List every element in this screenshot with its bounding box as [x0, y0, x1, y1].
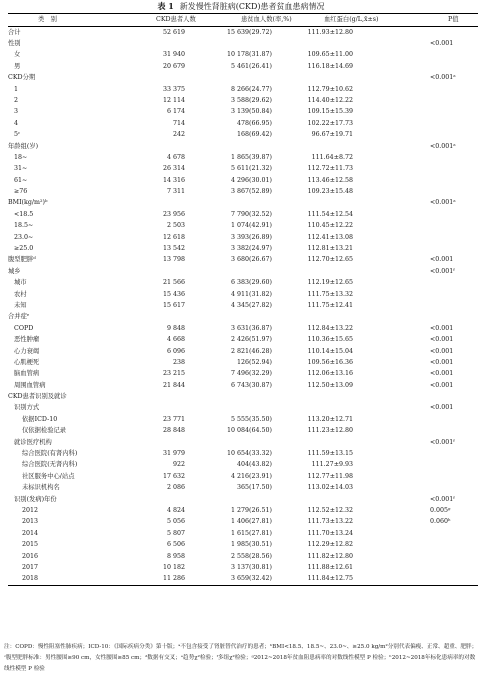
cell-anemia: 1 985(30.51) [231, 541, 272, 549]
cell-category: COPD [14, 324, 34, 332]
cell-category: 脑血管病 [14, 370, 40, 378]
cell-patients: 6 174 [166, 108, 185, 116]
cell-hemoglobin: 111.27±9.93 [311, 461, 353, 469]
cell-patients: 31 979 [162, 450, 185, 458]
cell-category: CKD分期 [8, 74, 36, 82]
cell-anemia: 3 137(30.81) [231, 563, 272, 571]
cell-p-value: <0.001 [430, 336, 454, 344]
cell-category: 2013 [22, 518, 39, 526]
cell-patients: 714 [172, 119, 185, 127]
cell-hemoglobin: 114.40±12.22 [307, 96, 353, 104]
table-body [8, 27, 478, 585]
table-row [8, 175, 478, 186]
cell-category: 男 [14, 62, 21, 70]
table-row [8, 346, 478, 357]
cell-anemia: 3 680(26.67) [231, 256, 272, 264]
cell-hemoglobin: 110.45±12.22 [307, 222, 353, 230]
cell-hemoglobin: 112.70±12.65 [307, 256, 353, 264]
cell-hemoglobin: 112.19±12.65 [307, 279, 353, 287]
cell-patients: 2 503 [166, 222, 185, 230]
cell-hemoglobin: 113.46±12.58 [307, 176, 353, 184]
cell-p-value: <0.001 [430, 324, 454, 332]
cell-patients: 7 311 [166, 188, 185, 196]
table-row [8, 129, 478, 140]
cell-category: 女 [14, 51, 21, 59]
cell-p-value: <0.001 [430, 347, 454, 355]
cell-hemoglobin: 110.14±15.04 [307, 347, 353, 355]
cell-patients: 13 542 [162, 245, 185, 253]
table-row [8, 186, 478, 197]
cell-patients: 13 798 [162, 256, 185, 264]
cell-patients: 20 679 [162, 62, 185, 70]
cell-patients: 15 436 [162, 290, 185, 298]
cell-category: 综合医院(无肾内科) [22, 461, 78, 469]
cell-anemia: 6 383(29.60) [231, 279, 272, 287]
cell-category: 2014 [22, 529, 39, 537]
cell-anemia: 1 279(26.51) [231, 507, 272, 514]
cell-category: 心力衰竭 [14, 347, 40, 355]
cell-category: BMI(kg/m²)ᵇ [8, 199, 48, 207]
cell-patients: 12 114 [162, 96, 185, 104]
cell-patients: 33 375 [162, 85, 185, 93]
table-footnote: 注：COPD：慢性阻塞性肺疾病；ICD-10：《国际疾病分类》第十版；ᵃ不包含接受了肾脏替代治疗的患者；ᵇBMI<18.5、18.5~、23.0~、≥25.0 kg/m²分别代表偏瘦、正常、超重、肥胖；ᶜ腹型肥胖标准：男性腰围≥90 cm，女性腰围≥85 cm；ᵈ数据有交叉；ᵉ趋势χ²检验；ᶠ多组χ²检验；ᵍ2012~2018年贫血阻患病率的对数线性模型 P 检验；ʰ2012~2018年标化患病率的对数线性模型 P 检验 [4, 644, 478, 672]
cell-anemia: 126(52.94) [237, 358, 272, 366]
cell-anemia: 3 588(29.62) [231, 96, 272, 104]
cell-anemia: 15 639(29.72) [227, 28, 272, 36]
cell-category: 城市 [14, 279, 27, 287]
table-row [8, 72, 478, 83]
cell-patients: 23 771 [162, 415, 185, 423]
cell-category: 3 [14, 108, 19, 116]
table-row [8, 266, 478, 277]
cell-category: 识别(发病)年份 [14, 495, 57, 503]
table-row [8, 106, 478, 117]
cell-patients: 23 956 [162, 210, 185, 218]
table-row [8, 254, 478, 265]
cell-category: 18.5~ [14, 222, 34, 230]
cell-p-value: <0.001 [430, 370, 454, 378]
table-row [8, 38, 478, 49]
table-row [8, 437, 478, 448]
cell-patients: 5 807 [166, 529, 185, 537]
table-row [8, 277, 478, 288]
cell-hemoglobin: 111.93±12.80 [307, 28, 353, 36]
cell-hemoglobin: 111.70±13.24 [307, 529, 353, 537]
cell-anemia: 10 178(31.87) [227, 51, 272, 59]
cell-hemoglobin: 112.41±13.08 [307, 233, 353, 241]
cell-hemoglobin: 102.22±17.73 [307, 119, 353, 127]
table-row [8, 209, 478, 220]
table-title: 新发慢性肾脏病(CKD)患者贫血患病情况 [179, 2, 325, 11]
cell-anemia: 4 911(31.82) [231, 290, 272, 298]
cell-patients: 242 [172, 131, 185, 139]
cell-patients: 31 940 [162, 51, 185, 59]
table-row [8, 380, 478, 391]
table-row [8, 573, 478, 584]
header-patients: CKD患者人数 [156, 16, 196, 23]
cell-anemia: 8 266(24.77) [231, 85, 272, 93]
cell-p-value: 0.060ʰ [430, 518, 451, 526]
cell-anemia: 10 654(33.32) [227, 450, 272, 458]
cell-anemia: 5 611(21.32) [231, 165, 272, 173]
bottom-rule [8, 585, 478, 586]
cell-patients: 14 316 [162, 176, 185, 184]
cell-category: 农村 [14, 290, 27, 298]
cell-anemia: 10 084(64.50) [227, 427, 272, 435]
cell-category: 2016 [22, 552, 39, 560]
table-row [8, 49, 478, 60]
table-row [8, 425, 478, 436]
cell-anemia: 2 821(46.28) [231, 347, 272, 355]
cell-category: 2017 [22, 563, 39, 571]
cell-hemoglobin: 112.81±13.21 [307, 245, 353, 253]
cell-category: ≥76 [14, 188, 28, 196]
cell-hemoglobin: 112.50±13.09 [307, 381, 353, 389]
cell-patients: 23 215 [162, 370, 185, 378]
cell-patients: 28 848 [162, 427, 185, 435]
cell-hemoglobin: 111.59±13.15 [307, 450, 353, 458]
cell-hemoglobin: 111.23±12.80 [307, 427, 353, 435]
table-row [8, 152, 478, 163]
cell-anemia: 4 345(27.82) [231, 301, 272, 309]
cell-category: 心肌梗死 [14, 358, 40, 366]
cell-p-value: <0.001ᵃ [430, 199, 456, 207]
table-row [8, 539, 478, 550]
table-row [8, 95, 478, 106]
cell-p-value: <0.001ᵃ [430, 142, 456, 150]
cell-hemoglobin: 111.88±12.61 [307, 563, 353, 571]
cell-category: 61~ [14, 176, 28, 184]
cell-patients: 11 286 [162, 575, 185, 583]
cell-patients: 2 086 [166, 484, 185, 492]
cell-hemoglobin: 112.29±12.82 [307, 541, 353, 549]
cell-category: 2015 [22, 541, 39, 549]
table-row [8, 243, 478, 254]
cell-anemia: 404(43.82) [237, 461, 272, 469]
cell-hemoglobin: 111.54±12.54 [307, 210, 353, 218]
cell-patients: 4 678 [166, 153, 185, 161]
cell-category: 就诊医疗机构 [14, 438, 52, 446]
cell-category: 识别方式 [14, 404, 40, 412]
cell-category: 性别 [8, 39, 21, 47]
cell-p-value: <0.001ᵃ [430, 74, 456, 82]
cell-category: 恶性肿瘤 [14, 336, 40, 344]
cell-anemia: 5 555(35.50) [231, 415, 272, 423]
cell-category: 腹型肥胖ᵈ [8, 256, 36, 264]
cell-category: 未知 [14, 301, 27, 309]
table-row [8, 528, 478, 539]
cell-patients: 238 [172, 358, 185, 366]
data-table [8, 13, 478, 586]
table-row [8, 197, 478, 208]
table-row [8, 323, 478, 334]
cell-hemoglobin: 113.20±12.71 [307, 415, 353, 423]
cell-anemia: 2 558(28.56) [231, 552, 272, 560]
cell-category: 4 [14, 119, 19, 127]
cell-anemia: 3 631(36.87) [231, 324, 272, 332]
cell-anemia: 7 790(32.52) [231, 210, 272, 218]
cell-category: CKD患者识别及就诊 [8, 393, 67, 401]
table-row [8, 471, 478, 482]
table-row [8, 505, 478, 516]
table-row [8, 311, 478, 322]
cell-patients: 10 182 [162, 563, 185, 571]
cell-hemoglobin: 109.56±16.36 [307, 358, 353, 366]
cell-p-value: <0.001 [430, 256, 454, 264]
table-row [8, 448, 478, 459]
cell-patients: 21 566 [162, 279, 185, 287]
table-row [8, 84, 478, 95]
cell-hemoglobin: 96.67±19.71 [311, 131, 353, 139]
cell-anemia: 478(66.95) [237, 119, 272, 127]
cell-category: 31~ [14, 165, 28, 173]
cell-category: 未标识机构名 [22, 484, 60, 492]
cell-category: 综合医院(有肾内科) [22, 450, 78, 458]
cell-hemoglobin: 112.84±13.22 [307, 324, 353, 332]
header-hemoglobin: 血红蛋白(g/L,x̄±s) [324, 16, 379, 23]
cell-anemia: 1 865(39.87) [231, 153, 272, 161]
table-row [8, 334, 478, 345]
cell-patients: 4 824 [166, 507, 185, 514]
cell-anemia: 365(17.50) [237, 484, 272, 492]
cell-category: 合计 [8, 28, 21, 36]
cell-category: 社区服务中心/站点 [22, 472, 75, 480]
header-p-value: P值 [448, 16, 459, 23]
cell-p-value: <0.001 [430, 404, 454, 412]
header-anemia: 患贫血人数(率,%) [241, 16, 292, 23]
header-category: 类 别 [38, 16, 57, 23]
cell-hemoglobin: 113.02±14.03 [307, 484, 353, 492]
cell-category: 2018 [22, 575, 39, 583]
cell-patients: 922 [172, 461, 185, 469]
cell-patients: 8 958 [166, 552, 185, 560]
cell-anemia: 5 461(26.41) [231, 62, 272, 70]
cell-patients: 21 844 [162, 381, 185, 389]
cell-patients: 6 096 [166, 347, 185, 355]
cell-hemoglobin: 109.65±11.00 [307, 51, 353, 59]
cell-patients: 4 668 [166, 336, 185, 344]
cell-p-value: <0.001 [430, 381, 454, 389]
cell-hemoglobin: 111.75±13.32 [307, 290, 353, 298]
table-row [8, 482, 478, 493]
cell-anemia: 1 615(27.81) [231, 529, 272, 537]
cell-anemia: 3 382(24.97) [231, 245, 272, 253]
cell-hemoglobin: 112.52±12.32 [307, 507, 353, 514]
cell-anemia: 6 743(30.87) [231, 381, 272, 389]
cell-patients: 26 314 [162, 165, 185, 173]
table-row [8, 459, 478, 470]
cell-category: 周围血管病 [14, 381, 46, 389]
cell-patients: 12 618 [162, 233, 185, 241]
cell-category: 1 [14, 85, 19, 93]
cell-category: 18~ [14, 153, 28, 161]
cell-hemoglobin: 116.18±14.69 [307, 62, 353, 70]
table-row [8, 141, 478, 152]
cell-patients: 17 632 [162, 472, 185, 480]
cell-category: 年龄组(岁) [8, 142, 39, 150]
table-row [8, 118, 478, 129]
cell-hemoglobin: 109.23±15.48 [307, 188, 353, 196]
cell-patients: 15 617 [162, 301, 185, 309]
table-row [8, 551, 478, 562]
cell-anemia: 4 296(30.01) [231, 176, 272, 184]
cell-hemoglobin: 111.64±8.72 [311, 153, 353, 161]
cell-hemoglobin: 112.72±11.73 [307, 165, 353, 173]
cell-patients: 52 619 [162, 28, 185, 36]
cell-hemoglobin: 112.06±13.16 [307, 370, 353, 378]
cell-p-value: <0.001 [430, 358, 454, 366]
cell-anemia: 3 659(32.42) [231, 575, 272, 583]
table-row [8, 300, 478, 311]
cell-hemoglobin: 109.15±15.39 [307, 108, 353, 116]
table-row [8, 516, 478, 527]
cell-category: 23.0~ [14, 233, 34, 241]
table-caption [0, 1, 482, 12]
table-row [8, 357, 478, 368]
table-row [8, 61, 478, 72]
cell-hemoglobin: 112.79±10.62 [307, 85, 353, 93]
cell-patients: 9 848 [166, 324, 185, 332]
cell-category: 仅依据检验记录 [22, 427, 67, 435]
table-row [8, 163, 478, 174]
table-header [8, 14, 478, 26]
cell-category: ≥25.0 [14, 245, 34, 253]
table-row [8, 494, 478, 505]
table-row [8, 414, 478, 425]
cell-p-value: <0.001ᶠ [430, 438, 455, 446]
cell-p-value: <0.001ᶠ [430, 495, 455, 503]
cell-anemia: 1 406(27.81) [231, 518, 272, 526]
cell-patients: 5 056 [166, 518, 185, 526]
cell-category: <18.5 [14, 210, 34, 218]
cell-category: 城乡 [8, 267, 21, 275]
cell-hemoglobin: 111.84±12.75 [307, 575, 353, 583]
cell-category: 合并症ᵉ [8, 313, 30, 321]
table-row [8, 289, 478, 300]
table-row [8, 368, 478, 379]
table-row [8, 391, 478, 402]
cell-hemoglobin: 112.77±11.98 [307, 472, 353, 480]
cell-anemia: 3 393(26.89) [231, 233, 272, 241]
cell-hemoglobin: 111.75±12.41 [307, 301, 353, 309]
table-number: 表 1 [157, 1, 174, 11]
table-row [8, 402, 478, 413]
cell-hemoglobin: 110.36±15.65 [307, 336, 353, 344]
cell-anemia: 2 426(51.97) [231, 336, 272, 344]
cell-category: 5ᶜ [14, 131, 21, 139]
cell-patients: 6 506 [166, 541, 185, 549]
cell-anemia: 4 216(23.91) [231, 472, 272, 480]
table-row [8, 562, 478, 573]
cell-category: 依据ICD-10 [22, 415, 58, 423]
table-row [8, 232, 478, 243]
cell-p-value: <0.001 [430, 39, 454, 47]
cell-p-value: 0.005ᵍ [430, 507, 451, 514]
cell-category: 2012 [22, 507, 39, 514]
cell-anemia: 7 496(32.29) [231, 370, 272, 378]
cell-p-value: <0.001ᶠ [430, 267, 455, 275]
cell-anemia: 168(69.42) [237, 131, 272, 139]
cell-hemoglobin: 111.73±13.22 [307, 518, 353, 526]
cell-anemia: 3 867(52.89) [231, 188, 272, 196]
cell-category: 2 [14, 96, 19, 104]
cell-anemia: 3 139(50.84) [231, 108, 272, 116]
cell-hemoglobin: 111.82±12.80 [307, 552, 353, 560]
table-row [8, 220, 478, 231]
cell-anemia: 1 074(42.91) [231, 222, 272, 230]
table-row [8, 27, 478, 38]
